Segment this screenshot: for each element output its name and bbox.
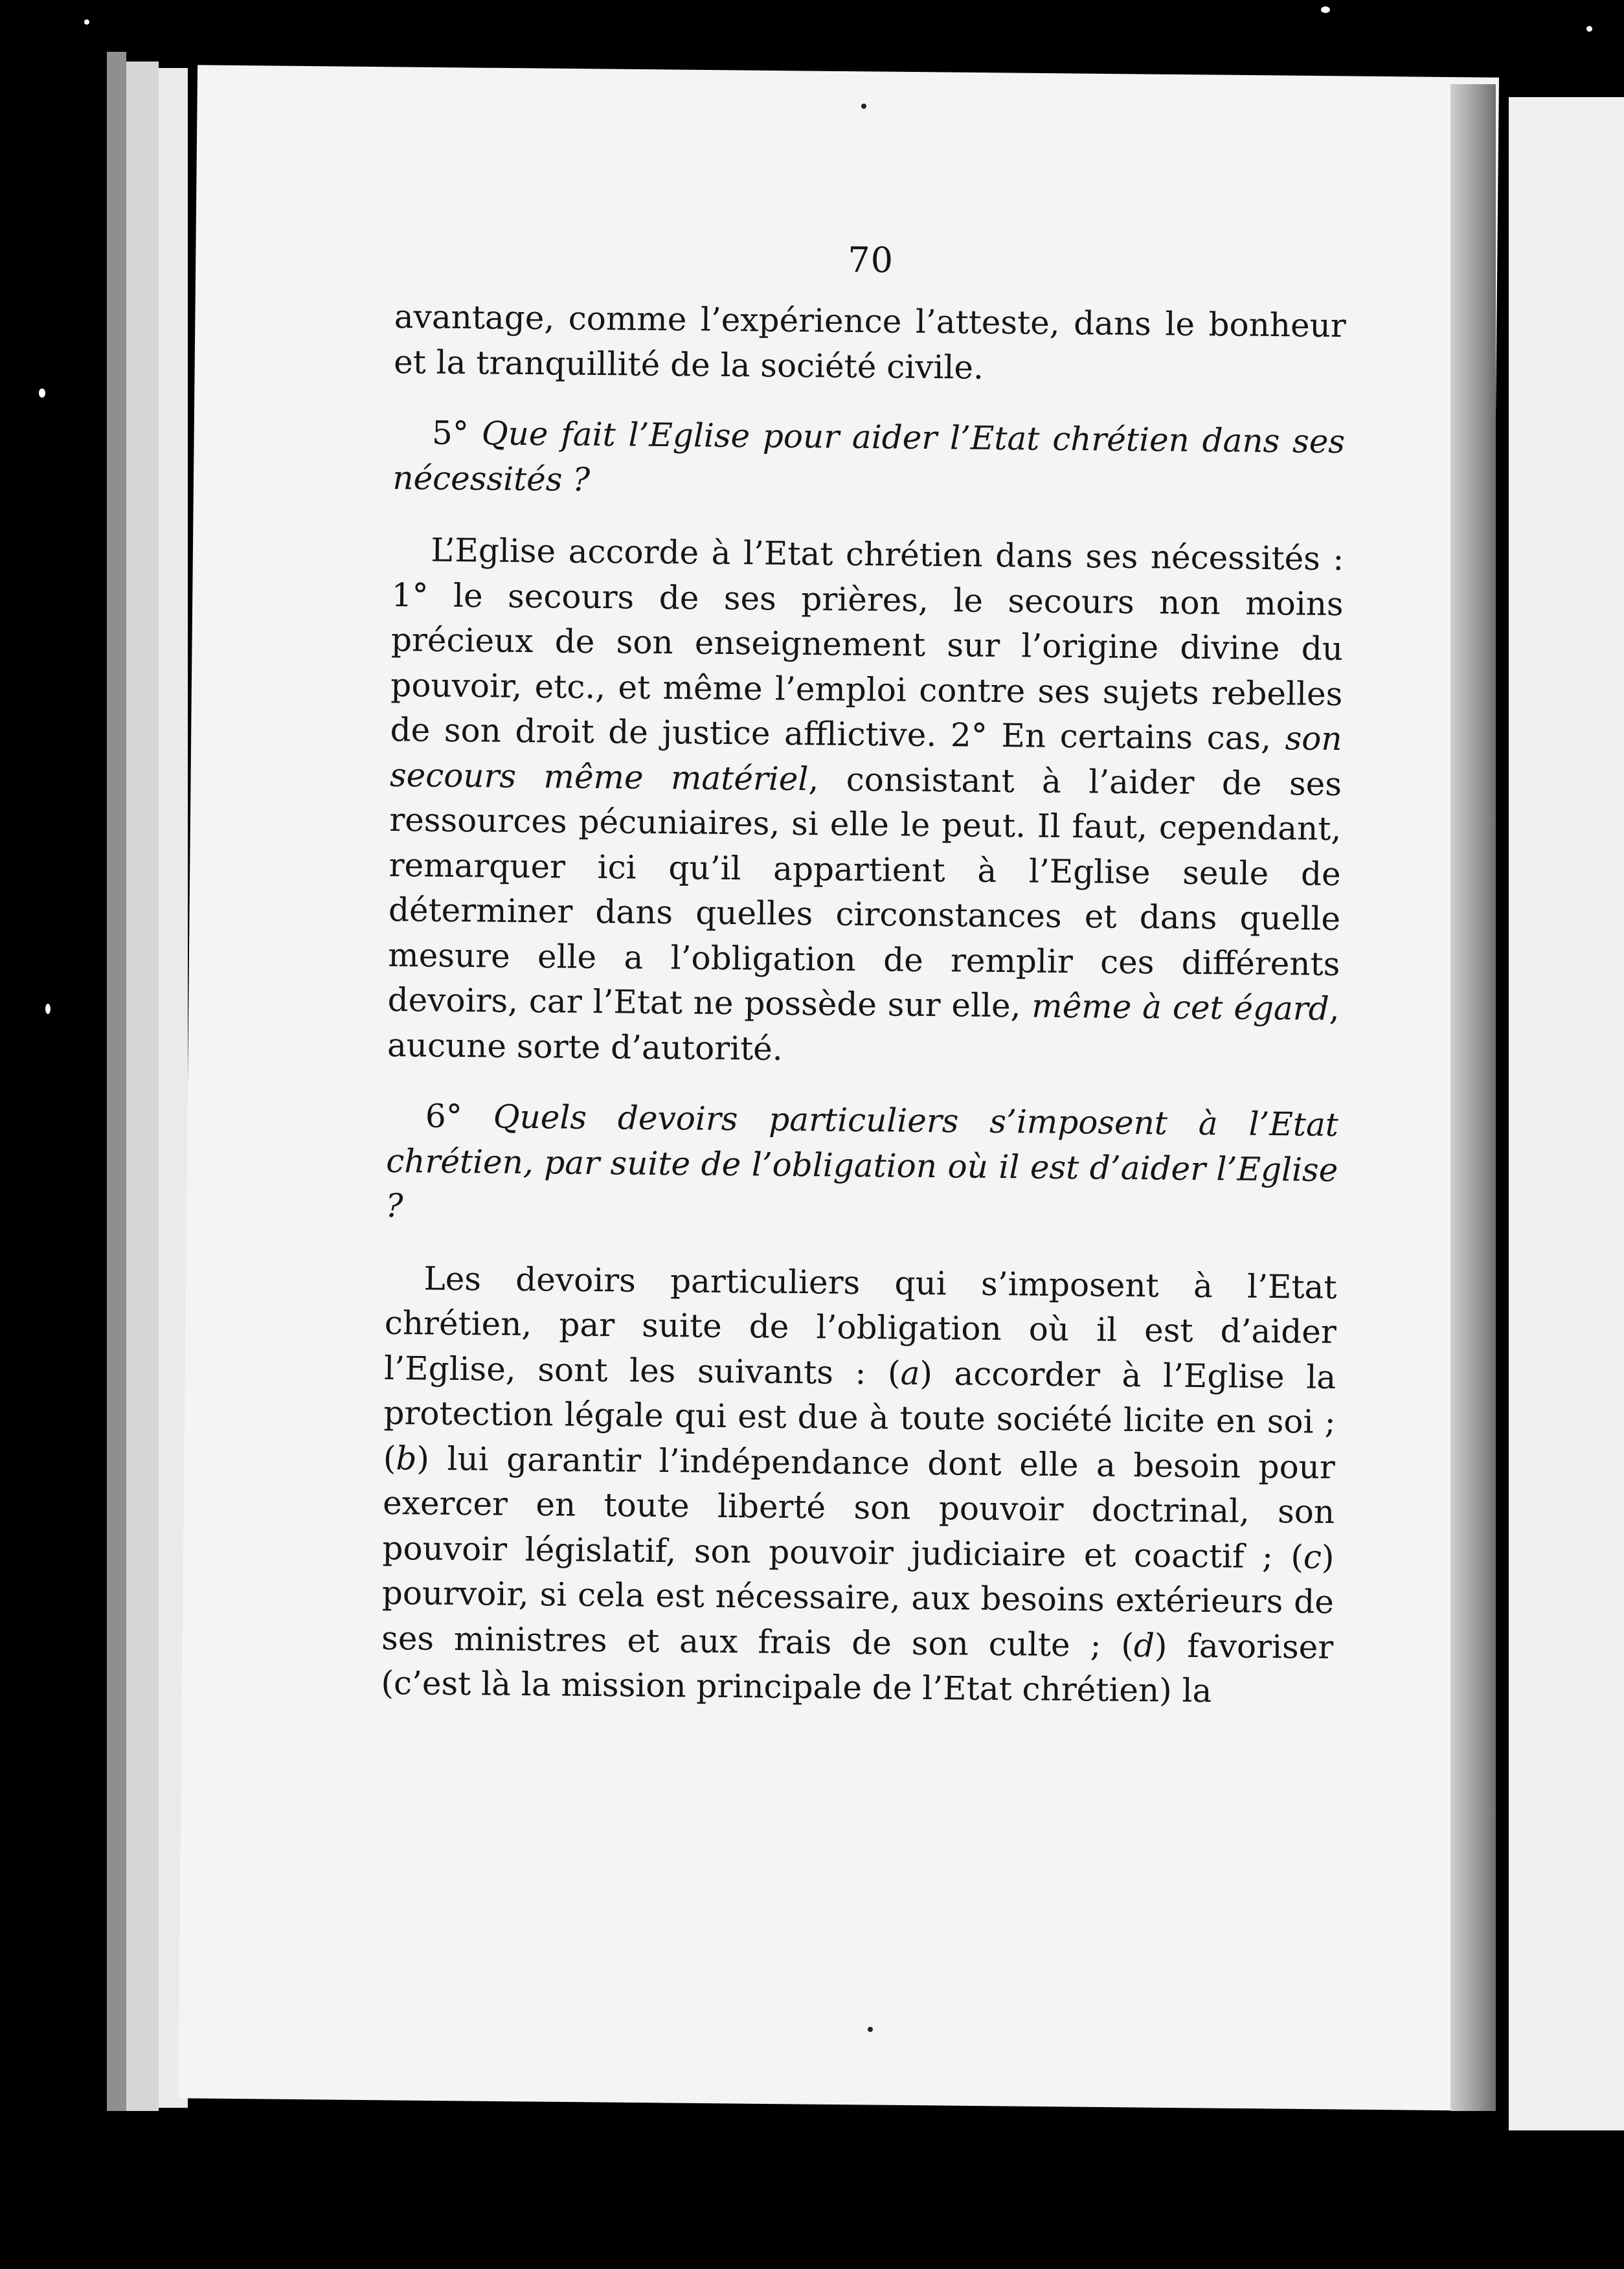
scan-speck — [1586, 26, 1592, 32]
answer-5-paragraph — [387, 528, 1344, 1077]
scan-speck — [1321, 6, 1330, 13]
answer-5-part-2: , consistant à l’aider de ses ressources pécuniaires, si elle le peut. Il faut, cependant, remarquer ici qu’il appartient à l’Eglise seule de déterminer dans quelles circonstances et dans quelle mesure elle a l’obligation de remplir ces différents devoirs, car l’Etat ne possède sur elle, — [387, 760, 1342, 1025]
book-gutter — [1450, 84, 1496, 2111]
question-5-text: Que fait l’Eglise pour aider l’Etat chrétien dans ses nécessités ? — [392, 414, 1346, 499]
answer-6-letter-b: b — [396, 1439, 417, 1477]
answer-5-italic-1: son secours même matériel — [389, 719, 1342, 798]
continuation-paragraph: avantage, comme l’expérience l’atteste, dans le bonheur et la tranquillité de la société civile. — [393, 297, 1347, 387]
answer-6-letter-c: c — [1303, 1538, 1322, 1576]
question-5-number: 5° — [431, 414, 469, 453]
answer-5-part-1: L’Eglise accorde à l’Etat chrétien dans ses nécessités : 1° le secours de ses prières, le secours non moins précieux de son enseignement sur l’origine divine du pouvoir, etc., et même l’emploi contre ses sujets rebelles de son droit de justice afflictive. 2° En certains cas, — [390, 531, 1344, 758]
page-edge — [126, 62, 159, 2111]
answer-6-part-1: Les devoirs particuliers qui s’imposent à l’Etat chrétien, par suite de l’obligation où il est d’aider l’Eglise, sont les suivants : ( — [383, 1259, 1337, 1392]
page-number: 70 — [848, 239, 894, 281]
answer-6-part-5: ) favoriser (c’est là la mission principale de l’Etat chrétien) la — [381, 1626, 1334, 1710]
question-5 — [392, 411, 1345, 510]
question-6-text: Quels devoirs particuliers s’imposent à l’Etat chrétien, par suite de l’obligation où il est d’aider l’Eglise ? — [385, 1098, 1339, 1225]
answer-6-part-4: ) pourvoir, si cela est nécessaire, aux besoins extérieurs de ses ministres et aux frais de son culte ; ( — [381, 1538, 1335, 1664]
question-6-number: 6° — [425, 1097, 463, 1136]
answer-5-part-3: , aucune sorte d’autorité. — [387, 989, 1340, 1068]
facing-page — [1509, 97, 1624, 2130]
scan-speck — [45, 1004, 51, 1014]
page-speck — [861, 104, 866, 109]
answer-6-part-2: ) accorder à l’Eglise la protection légale qui est due à toute société licite en soi ; ( — [383, 1354, 1336, 1477]
answer-5-italic-2: même à cet égard — [1032, 987, 1329, 1028]
answer-6-letter-a: a — [900, 1354, 920, 1392]
answer-6-letter-d: d — [1133, 1626, 1155, 1664]
scan-speck — [84, 19, 89, 25]
page-speck — [868, 2027, 873, 2032]
page-edge — [107, 52, 126, 2111]
question-6 — [385, 1094, 1338, 1238]
answer-6-part-3: ) lui garantir l’indépendance dont elle a besoin pour exercer en toute liberté son pouvoir doctrinal, son pouvoir législatif, son pouvoir judiciaire et coactif ; ( — [382, 1439, 1336, 1576]
page-text-block — [381, 236, 1347, 1715]
scan-speck — [39, 389, 45, 398]
answer-6-paragraph — [381, 1256, 1337, 1715]
